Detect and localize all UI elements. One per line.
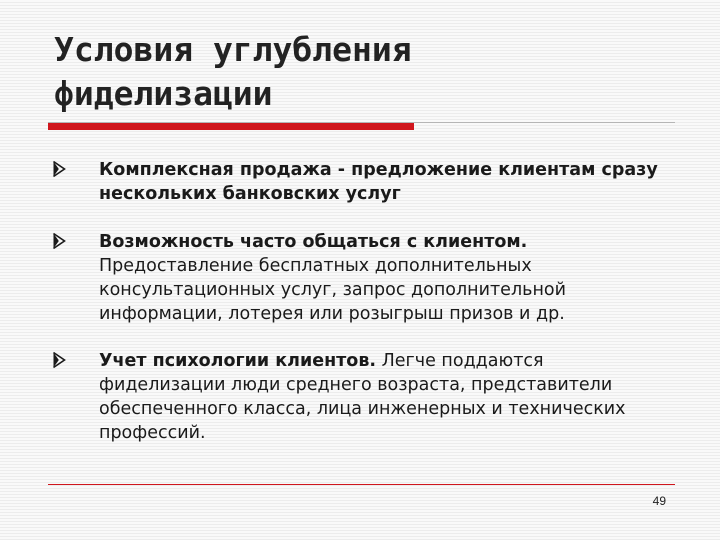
bullet-3-bold-text: Учет психологии клиентов. [99, 351, 377, 371]
arrowhead-bullet-icon [52, 232, 66, 250]
bullet-2-bold-text: Возможность часто общаться с клиентом. [99, 232, 528, 252]
arrowhead-bullet-icon [52, 160, 66, 178]
title-accent-bar [48, 123, 414, 130]
bullet-2-text: Предоставление бесплатных дополнительных консультационных услуг, запрос дополнительной информации, лотерея или розыгрыш призов и др. [99, 256, 566, 324]
bullet-text-1 [99, 158, 669, 206]
bullet-text-3 [99, 349, 669, 445]
slide-title-line-1: Условия углубления [54, 30, 412, 69]
bullet-1-bold-text: Комплексная продажа - предложение клиентам сразу нескольких банковских услуг [99, 160, 658, 204]
bullet-3-text: Легче поддаются фиделизации люди среднего возраста, представители обеспеченного класса, лица инженерных и технических профессий. [99, 351, 626, 443]
slide-title [54, 28, 654, 116]
slide-title-line-2: фиделизации [54, 74, 273, 113]
bullet-text-2 [99, 230, 669, 326]
page-number: 49 [652, 494, 666, 508]
arrowhead-bullet-icon [52, 351, 66, 369]
footer-divider-line [48, 484, 675, 485]
